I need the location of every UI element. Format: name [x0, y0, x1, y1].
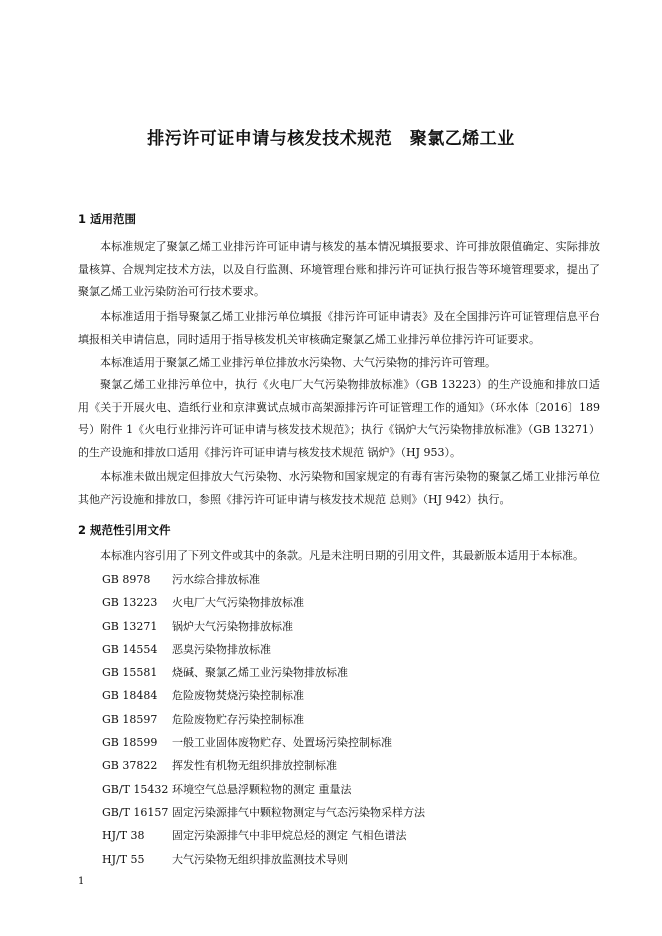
reference-name: 挥发性有机物无组织排放控制标准 — [172, 759, 337, 773]
reference-name: 危险废物焚烧污染控制标准 — [172, 689, 304, 703]
reference-code: GB 8978 — [102, 573, 151, 586]
reference-item — [102, 615, 425, 638]
reference-code: GB 37822 — [102, 759, 158, 773]
reference-item — [102, 754, 425, 777]
reference-code: GB 13271 — [102, 619, 158, 633]
reference-name: 火电厂大气污染物排放标准 — [172, 596, 304, 610]
reference-code: GB 18484 — [102, 689, 158, 703]
reference-name: 大气污染物无组织排放监测技术导则 — [172, 852, 348, 866]
reference-code: GB 18599 — [102, 736, 158, 750]
paragraph-scope-4: 聚氯乙烯工业排污单位中，执行《火电厂大气污染物排放标准》（GB 13223）的生产设施和排放口适用《关于开展火电、造纸行业和京津冀试点城市高架源排污许可证管理工作的通知》（环水体〔2016〕189 号）附件 1《火电行业排污许可证申请与核发技术规范》；执行《锅炉大气污染物排放标准》（GB 13271）的生产设施和排放口适用《排污许可证申请与核发技术规范 锅炉》（HJ 953）。 — [78, 378, 600, 459]
document-title: 排污许可证申请与核发技术规范 聚氯乙烯工业 — [147, 129, 515, 149]
reference-item — [102, 708, 425, 731]
reference-item — [102, 638, 425, 661]
reference-list — [102, 568, 425, 871]
reference-code: GB 18597 — [102, 712, 158, 726]
reference-item — [102, 591, 425, 614]
reference-name: 危险废物贮存污染控制标准 — [172, 712, 304, 726]
reference-code: GB 14554 — [102, 642, 158, 656]
reference-item — [102, 684, 425, 707]
reference-name: 烧碱、聚氯乙烯工业污染物排放标准 — [172, 666, 348, 680]
paragraph-scope-1: 本标准规定了聚氯乙烯工业排污许可证申请与核发的基本情况填报要求、许可排放限值确定、实际排放量核算、合规判定技术方法，以及自行监测、环境管理台账和排污许可证执行报告等环境管理要求，提出了聚氯乙烯工业污染防治可行技术要求。 — [78, 240, 600, 298]
reference-name: 恶臭污染物排放标准 — [172, 642, 271, 656]
reference-name: 锅炉大气污染物排放标准 — [172, 619, 293, 633]
paragraph-scope-5: 本标准未做出规定但排放大气污染物、水污染物和国家规定的有毒有害污染物的聚氯乙烯工业排污单位其他产污设施和排放口，参照《排污许可证申请与核发技术规范 总则》（HJ 942）执行。 — [78, 470, 600, 506]
reference-name: 环境空气总悬浮颗粒物的测定 重量法 — [172, 782, 352, 796]
reference-code: GB/T 15432 — [102, 782, 169, 796]
reference-name: 固定污染源排气中颗粒物测定与气态污染物采样方法 — [172, 805, 425, 819]
reference-item — [102, 848, 425, 871]
reference-item — [102, 801, 425, 824]
reference-item — [102, 661, 425, 684]
reference-code: HJ/T 55 — [102, 852, 145, 866]
reference-code: GB 13223 — [102, 596, 158, 610]
paragraph-scope-2: 本标准适用于指导聚氯乙烯工业排污单位填报《排污许可证申请表》及在全国排污许可证管理信息平台填报相关申请信息，同时适用于指导核发机关审核确定聚氯乙烯工业排污单位排污许可证要求。 — [78, 310, 600, 346]
reference-code: HJ/T 38 — [102, 829, 145, 843]
reference-name: 固定污染源排气中非甲烷总烃的测定 气相色谱法 — [172, 829, 407, 843]
section-heading-scope: 1 适用范围 — [78, 212, 137, 226]
page-number: 1 — [78, 876, 85, 887]
reference-code: GB 15581 — [102, 666, 158, 680]
reference-name: 一般工业固体废物贮存、处置场污染控制标准 — [172, 736, 392, 750]
paragraph-scope-3: 本标准适用于聚氯乙烯工业排污单位排放水污染物、大气污染物的排污许可管理。 — [100, 356, 496, 369]
reference-item — [102, 568, 425, 591]
reference-item — [102, 778, 425, 801]
reference-name: 污水综合排放标准 — [172, 573, 260, 586]
reference-item — [102, 824, 425, 847]
section-heading-references: 2 规范性引用文件 — [78, 523, 171, 537]
paragraph-references-intro: 本标准内容引用了下列文件或其中的条款。凡是未注明日期的引用文件，其最新版本适用于本标准。 — [100, 549, 584, 562]
reference-code: GB/T 16157 — [102, 805, 169, 819]
reference-item — [102, 731, 425, 754]
